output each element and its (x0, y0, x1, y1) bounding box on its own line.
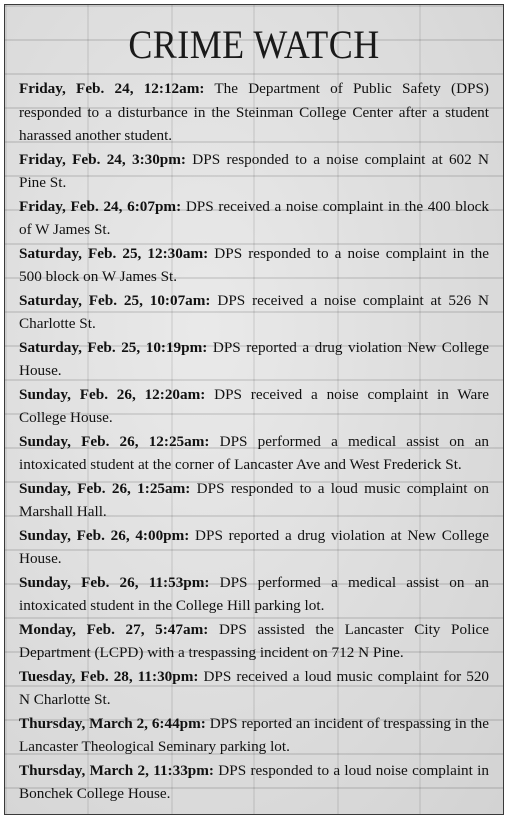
incident-entry (19, 477, 489, 524)
incident-description: DPS performed a medical assist on an intoxicated student at the corner of Lancaster Ave and West Frederick St. (19, 432, 489, 473)
incident-timestamp: Friday, Feb. 24, 3:30pm: (19, 150, 186, 168)
incident-timestamp: Sunday, Feb. 26, 11:53pm: (19, 573, 210, 591)
incident-description: DPS received a noise complaint in the 400 block of W James St. (19, 197, 489, 238)
incident-entry (19, 383, 489, 430)
incident-description: DPS received a noise complaint in Ware College House. (19, 385, 489, 426)
crime-watch-panel (4, 4, 504, 815)
incident-description: DPS received a loud music complaint for 520 N Charlotte St. (19, 667, 490, 708)
incident-timestamp: Saturday, Feb. 25, 10:07am: (19, 291, 211, 309)
incident-entry (19, 430, 489, 477)
incident-description: DPS responded to a loud music complaint on Marshall Hall. (19, 479, 489, 520)
incident-description: DPS responded to a noise complaint at 602 N Pine St. (19, 150, 490, 191)
incident-entry (19, 77, 489, 148)
incident-timestamp: Thursday, March 2, 11:33pm: (19, 761, 214, 779)
incident-timestamp: Saturday, Feb. 25, 10:19pm: (19, 338, 208, 356)
incident-timestamp: Saturday, Feb. 25, 12:30am: (19, 244, 209, 262)
incident-list (5, 77, 503, 806)
incident-description: DPS responded to a noise complaint in the 500 block on W James St. (19, 244, 490, 285)
incident-entry (19, 571, 489, 618)
incident-entry (19, 618, 489, 665)
incident-timestamp: Thursday, March 2, 6:44pm: (19, 714, 206, 732)
incident-entry (19, 524, 489, 571)
incident-entry (19, 242, 489, 289)
incident-description: DPS reported an incident of trespassing in the Lancaster Theological Seminary parking lot. (19, 714, 490, 755)
incident-timestamp: Sunday, Feb. 26, 12:20am: (19, 385, 206, 403)
incident-description: DPS received a noise complaint at 526 N Charlotte St. (19, 291, 489, 332)
incident-timestamp: Sunday, Feb. 26, 4:00pm: (19, 526, 190, 544)
incident-timestamp: Monday, Feb. 27, 5:47am: (19, 620, 209, 638)
incident-entry (19, 665, 489, 712)
incident-entry (19, 336, 489, 383)
incident-timestamp: Tuesday, Feb. 28, 11:30pm: (19, 667, 199, 685)
incident-entry (19, 759, 489, 806)
incident-entry (19, 289, 489, 336)
page-title: CRIME WATCH (128, 22, 380, 67)
incident-entry (19, 148, 489, 195)
incident-description: DPS responded to a loud noise complaint in Bonchek College House. (19, 761, 489, 802)
incident-entry (19, 712, 489, 759)
incident-description: DPS reported a drug violation at New College House. (19, 526, 489, 567)
incident-timestamp: Sunday, Feb. 26, 1:25am: (19, 479, 191, 497)
incident-description: DPS reported a drug violation New College House. (19, 338, 490, 379)
incident-entry (19, 195, 489, 242)
incident-timestamp: Friday, Feb. 24, 12:12am: (19, 80, 205, 97)
incident-description: The Department of Public Safety (DPS) responded to a disturbance in the Steinman College Center after a student harassed another student. (19, 80, 489, 144)
incident-description: DPS assisted the Lancaster City Police Department (LCPD) with a trespassing incident on 712 N Pine. (19, 620, 490, 661)
incident-description: DPS performed a medical assist on an intoxicated student in the College Hill parking lot. (19, 573, 490, 614)
incident-timestamp: Sunday, Feb. 26, 12:25am: (19, 432, 210, 450)
incident-timestamp: Friday, Feb. 24, 6:07pm: (19, 197, 182, 215)
